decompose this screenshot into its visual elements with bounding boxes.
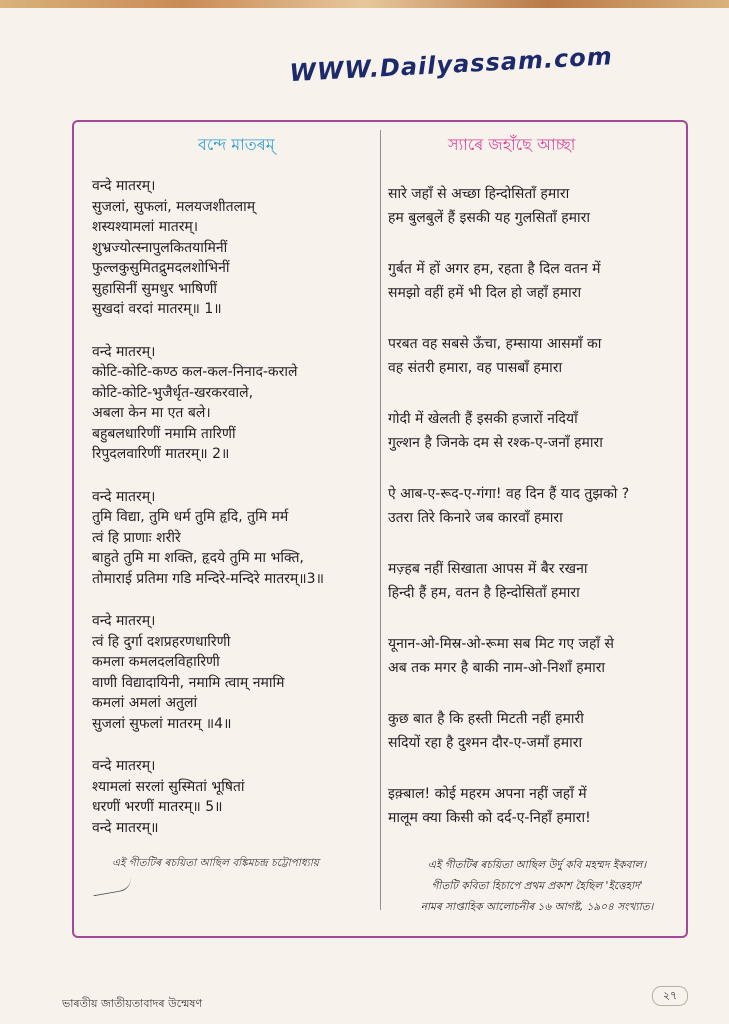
poem-line: कोटि-कोटि-भुजैर्धृत-खरकरवाले, — [92, 384, 254, 401]
stanza-saare-jahan — [388, 332, 683, 380]
poem-line: सारे जहाँ से अच्छा हिन्दोसिताँ हमारा — [388, 186, 570, 202]
credit-left: এই গীতটিৰ ৰচয়িতা আছিল বঙ্কিমচন্দ্ৰ চট্টোপাধ্যায় — [112, 857, 319, 869]
poem-line: वन्दे मातरम्॥ — [92, 819, 159, 836]
poem-line: वन्दे मातरम्। — [92, 343, 156, 360]
vande-mataram-column — [92, 176, 377, 860]
stanza-vande-mataram — [92, 487, 377, 590]
poem-line: कुछ बात है कि हस्ती मिटती नहीं हमारी — [388, 711, 584, 727]
poem-line: वन्दे मातरम्। — [92, 758, 156, 774]
poem-line: उतरा तिरे किनारे जब कारवाँ हमारा — [388, 510, 563, 526]
poem-line: बहुबलधारिणीं नमामि तारिणीं — [92, 425, 236, 442]
poem-line: सुहासिनीं सुमधुर भाषिणीं — [92, 280, 218, 297]
poem-line: मालूम क्या किसी को दर्द-ए-निहाँ हमारा! — [388, 810, 591, 826]
poem-line: कमलां अमलां अतुलां — [92, 695, 198, 711]
poem-line: बाहुते तुमि मा शक्ति, हृदये तुमि मा भक्ति, — [92, 550, 304, 566]
heading-saare-jahan: স্যাৰে জহাঁছে আচ্ছা — [448, 135, 576, 154]
poem-line: परबत वह सबसे ऊँचा, हम्साया आसमाँ का — [388, 336, 602, 352]
poem-line: इक़्बाल! कोई महरम अपना नहीं जहाँ में — [388, 786, 587, 802]
poem-line: तोमाराई प्रतिमा गडि मन्दिरे-मन्दिरे मातरम्॥3॥ — [92, 570, 324, 587]
poem-line: मज़्हब नहीं सिखाता आपस में बैर रखना — [388, 561, 588, 577]
poem-line: फुल्लकुसुमितद्रुमदलशोभिनीं — [92, 260, 230, 276]
poem-line: कोटि-कोटि-कण्ठ कल-कल-निनाद-कराले — [92, 364, 298, 380]
poem-line: गुल्शन है जिनके दम से रश्क-ए-जनाँ हमारा — [388, 435, 603, 451]
heading-vande-mataram: বন্দে মাতৰম্ — [198, 135, 275, 154]
stanza-saare-jahan — [388, 257, 683, 305]
page-number: ২৭ — [652, 986, 688, 1006]
credit-right-line: এই গীতটিৰ ৰচয়িতা আছিল উৰ্দু কবি মহম্মদ ইকবাল। — [427, 859, 647, 871]
stanza-saare-jahan — [388, 557, 683, 605]
poem-line: त्वं हि दुर्गा दशप्रहरणधारिणी — [92, 633, 231, 650]
stanza-saare-jahan — [388, 182, 683, 230]
poem-line: वन्दे मातरम्। — [92, 178, 156, 194]
credit-right — [392, 855, 682, 918]
poem-line: सुजलां, सुफलां, मलयजशीतलाम् — [92, 198, 256, 215]
poem-line: यूनान-ओ-मिस्र-ओ-रूमा सब मिट गए जहाँ से — [388, 636, 614, 652]
stanza-saare-jahan — [388, 707, 683, 755]
poem-line: वन्दे मातरम्। — [92, 613, 156, 629]
poem-line: गोदी में खेलती हैं इसकी हजारों नदियाँ — [388, 411, 578, 427]
poem-line: शुभ्रज्योत्स्नापुलकितयामिनीं — [92, 239, 228, 256]
stanza-saare-jahan — [388, 482, 683, 530]
poem-line: सदियों रहा है दुश्मन दौर-ए-जमाँ हमारा — [388, 735, 583, 751]
poem-line: श्यामलां सरलां सुस्मितां भूषितां — [92, 778, 245, 795]
credit-right-line: নামৰ সাপ্তাহিক আলোচনীৰ ১৬ আগষ্ট, ১৯০৪ সংখ্যাত। — [420, 901, 654, 913]
poem-line: अबला केन मा एत बले। — [92, 405, 211, 421]
poem-line: गुर्बत में हों अगर हम, रहता है दिल वतन में — [388, 261, 601, 277]
poem-line: हिन्दी हैं हम, वतन है हिन्दोसिताँ हमारा — [388, 585, 580, 601]
poem-line: शस्यश्यामलां मातरम्। — [92, 219, 199, 235]
poem-line: समझो वहीं हमें भी दिल हो जहाँ हमारा — [388, 285, 582, 301]
poem-line: धरणीं भरणीं मातरम्॥ 5॥ — [92, 799, 223, 815]
credit-right-line: গীতটি কবিতা হিচাপে প্ৰথম প্ৰকাশ হৈছিল 'ইত্তেহাদ' — [431, 880, 643, 892]
stanza-vande-mataram — [92, 756, 377, 838]
poem-line: वाणी विद्यादायिनी, नमामि त्वाम् नमामि — [92, 674, 285, 691]
stanza-saare-jahan — [388, 407, 683, 455]
poem-line: वह संतरी हमारा, वह पासबाँ हमारा — [388, 360, 563, 376]
poem-line: वन्दे मातरम्। — [92, 488, 156, 505]
column-divider — [380, 130, 381, 910]
saare-jahan-column — [388, 182, 683, 857]
stanza-vande-mataram — [92, 176, 377, 320]
poem-line: अब तक मगर है बाकी नाम-ओ-निशाँ हमारा — [388, 660, 606, 676]
stanza-saare-jahan — [388, 782, 683, 830]
poem-line: ऐ आब-ए-रूद-ए-गंगा! वह दिन हैं याद तुझको ? — [388, 486, 630, 502]
stanza-vande-mataram — [92, 342, 377, 465]
top-color-strip — [0, 0, 729, 8]
poem-line: रिपुदलवारिणीं मातरम्॥ 2॥ — [92, 446, 230, 462]
poem-line: हम बुलबुलें हैं इसकी यह गुलसिताँ हमारा — [388, 210, 591, 226]
poem-line: सुजलां सुफलां मातरम् ॥4॥ — [92, 715, 232, 732]
chapter-title: ভাৰতীয় জাতীয়তাবাদৰ উন্মেষণ — [62, 997, 203, 1010]
stanza-saare-jahan — [388, 632, 683, 680]
poem-line: त्वं हि प्राणाः शरीरे — [92, 529, 181, 546]
poem-line: सुखदां वरदां मातरम्॥ 1॥ — [92, 301, 222, 317]
stanza-vande-mataram — [92, 611, 377, 734]
poem-line: तुमि विद्या, तुमि धर्म तुमि हृदि, तुमि मर्म — [92, 509, 289, 525]
watermark-text: WWW.Dailyassam.com — [288, 42, 614, 88]
poem-line: कमला कमलदलविहारिणी — [92, 654, 220, 670]
